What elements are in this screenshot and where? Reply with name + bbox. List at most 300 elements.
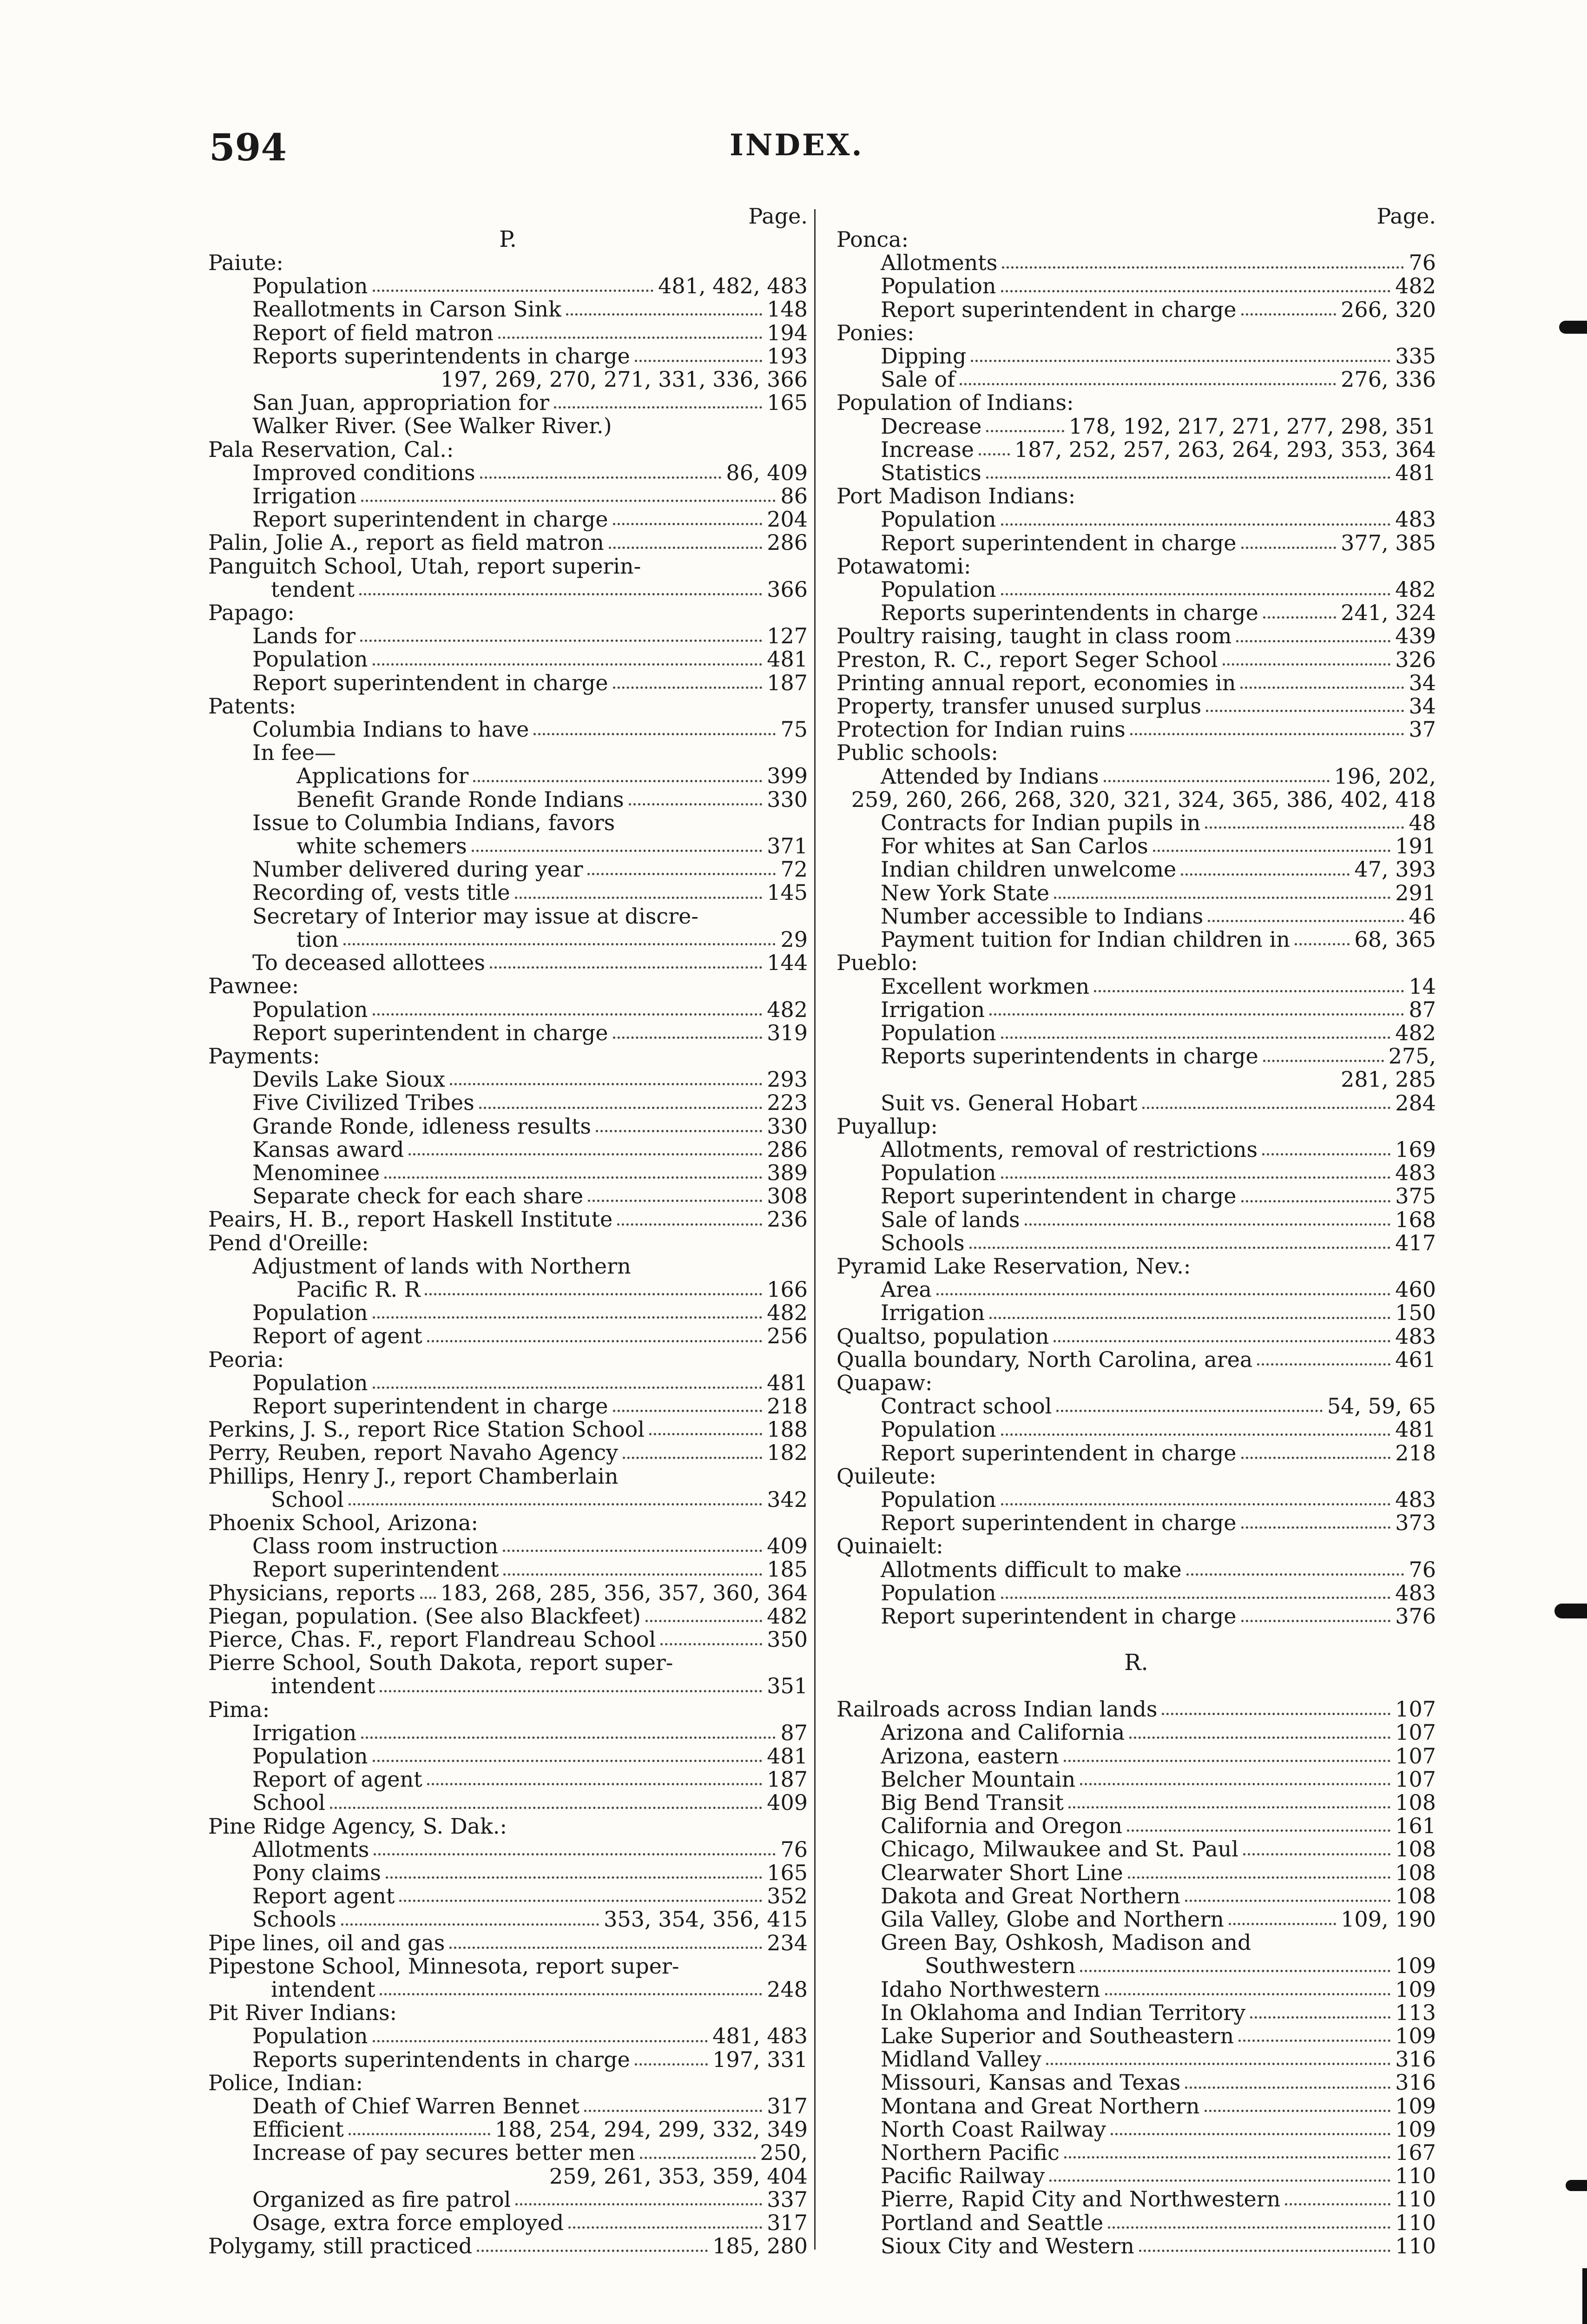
index-entry-text: Report superintendent in charge <box>881 1440 1237 1466</box>
index-entry-text: Physicians, reports <box>208 1580 415 1605</box>
index-entry <box>208 461 808 484</box>
dot-leader <box>971 360 1390 362</box>
page-reference: 373 <box>1395 1510 1436 1536</box>
index-entry <box>836 1278 1436 1301</box>
index-heading: Ponies: <box>836 320 915 345</box>
dot-leader <box>613 1037 763 1039</box>
page-reference: 483 <box>1395 1486 1436 1512</box>
dot-leader <box>1056 1410 1323 1412</box>
index-entry-text: Population <box>252 273 368 299</box>
index-entry-text: Portland and Seattle <box>881 2210 1104 2235</box>
index-entry-text: Contract school <box>881 1393 1052 1419</box>
page-reference: 483 <box>1395 1323 1436 1349</box>
page-reference: 483 <box>1395 1160 1436 1186</box>
index-heading: In fee— <box>252 740 336 766</box>
index-entry-text: Report superintendent in charge <box>252 1393 608 1419</box>
index-entry-text: Pipe lines, oil and gas <box>208 1930 445 1955</box>
index-entry-text: Kansas award <box>252 1136 404 1162</box>
page-reference: 76 <box>1409 250 1436 276</box>
dot-leader <box>1001 523 1391 526</box>
index-entry-text: Population <box>252 647 368 672</box>
page-reference: 377, 385 <box>1341 530 1436 555</box>
dot-leader <box>566 313 762 316</box>
index-entry <box>836 1021 1436 1044</box>
index-entry <box>208 1394 808 1418</box>
index-entry-text: Missouri, Kansas and Texas <box>881 2070 1181 2095</box>
index-entry-text: Osage, extra force employed <box>252 2210 564 2236</box>
index-entry <box>836 1814 1436 1837</box>
index-entry <box>208 1628 808 1651</box>
index-entry <box>836 601 1436 624</box>
page-reference: 167 <box>1395 2140 1436 2166</box>
index-entry <box>836 1837 1436 1861</box>
dot-leader <box>1206 710 1404 712</box>
index-entry <box>836 508 1436 531</box>
dot-leader <box>1208 920 1404 922</box>
index-heading: Quapaw: <box>836 1370 933 1395</box>
index-entry-text: Montana and Great Northern <box>881 2093 1200 2119</box>
page-reference: 54, 59, 65 <box>1327 1393 1436 1419</box>
dot-leader <box>1241 313 1337 316</box>
index-entry-text: intendent <box>271 1977 375 2002</box>
index-entry-text: Southwestern <box>925 1953 1076 1979</box>
index-entry-text: Idaho Northwestern <box>881 1976 1100 2002</box>
page-reference: 481 <box>1395 460 1436 486</box>
index-heading: Pala Reservation, Cal.: <box>208 436 454 462</box>
dot-leader <box>1250 2016 1390 2019</box>
page-reference: 75 <box>780 717 808 742</box>
dot-leader <box>1241 1200 1391 1202</box>
index-entry <box>836 928 1436 951</box>
section-letter-p: P. <box>499 226 517 252</box>
index-heading: Green Bay, Oshkosh, Madison and <box>881 1930 1251 1955</box>
index-entry <box>836 1488 1436 1511</box>
index-entry <box>208 1884 808 1908</box>
index-entry-text: Arizona, eastern <box>881 1743 1059 1769</box>
index-entry <box>836 1325 1436 1348</box>
dot-leader <box>361 500 776 502</box>
index-entry <box>208 647 808 671</box>
index-entry <box>208 2141 808 2164</box>
index-heading: Pend d'Oreille: <box>208 1230 369 1255</box>
index-heading: Pine Ridge Agency, S. Dak.: <box>208 1813 507 1839</box>
index-entry <box>208 578 808 601</box>
page-reference: 68, 365 <box>1354 927 1436 952</box>
page-reference: 178, 192, 217, 271, 277, 298, 351 <box>1068 413 1436 439</box>
index-entry <box>208 764 808 787</box>
index-entry-text: Report of agent <box>252 1767 422 1792</box>
index-heading: Public schools: <box>836 740 999 766</box>
dot-leader <box>1153 850 1390 852</box>
index-entry-text: Improved conditions <box>252 460 475 485</box>
index-entry-text: Chicago, Milwaukee and St. Paul <box>881 1836 1239 1862</box>
index-entry-text: Increase <box>881 436 975 462</box>
index-entries-right <box>836 228 1436 2258</box>
index-entry <box>836 1954 1436 1977</box>
index-entry <box>836 624 1436 647</box>
page-reference: 353, 354, 356, 415 <box>604 1907 808 1932</box>
index-entry-text: Area <box>881 1277 932 1302</box>
index-heading: Patents: <box>208 693 296 719</box>
dot-leader <box>989 1013 1404 1016</box>
page-reference: 185, 280 <box>712 2233 808 2259</box>
page-reference: 460 <box>1395 1277 1436 1302</box>
index-entry <box>208 2118 808 2141</box>
index-entry-text: Arizona and California <box>881 1720 1125 1745</box>
index-entry <box>836 1744 1436 1768</box>
page-reference: 389 <box>767 1160 808 1185</box>
page-reference: 197, 331 <box>712 2047 808 2072</box>
index-entry-text: Midland Valley <box>881 2047 1042 2072</box>
index-entry <box>836 1138 1436 1161</box>
dot-leader <box>1241 547 1337 549</box>
dot-leader <box>1046 2063 1390 2065</box>
scan-edge-mark <box>1566 2180 1587 2191</box>
index-heading: Adjustment of lands with Northern <box>252 1253 631 1279</box>
index-entry-text: Irrigation <box>881 997 985 1022</box>
index-entry-text: Report of agent <box>252 1323 422 1349</box>
index-entry <box>208 1838 808 1861</box>
scan-edge-mark <box>1582 2268 1587 2324</box>
page-reference: 187, 252, 257, 263, 264, 293, 353, 364 <box>1014 436 1436 462</box>
dot-leader <box>640 2157 756 2159</box>
index-entry-text: New York State <box>881 880 1050 905</box>
dot-leader <box>1002 266 1404 269</box>
index-entry-text: Irrigation <box>881 1300 985 1326</box>
index-entry <box>836 905 1436 928</box>
page-reference: 109 <box>1395 2023 1436 2049</box>
running-head: INDEX. <box>730 128 864 163</box>
dot-leader <box>936 1293 1390 1295</box>
index-entry-text: Report superintendent <box>252 1557 499 1582</box>
index-entry <box>208 274 808 297</box>
index-entry-text: Printing annual report, economies in <box>836 670 1236 695</box>
dot-leader <box>1068 1806 1390 1809</box>
index-entry <box>836 648 1436 671</box>
page-reference: 76 <box>780 1836 808 1862</box>
index-entry-text: Pony claims <box>252 1860 381 1886</box>
dot-leader <box>1128 1876 1390 1879</box>
page-column-label: Page. <box>1376 204 1436 229</box>
dot-leader <box>503 1573 762 1576</box>
dot-leader <box>425 1293 762 1295</box>
index-entry <box>836 718 1436 741</box>
index-entry-text: San Juan, appropriation for <box>252 390 549 416</box>
index-column-left <box>208 205 808 2258</box>
index-entry <box>208 508 808 531</box>
page-reference: 482 <box>767 1300 808 1326</box>
page-reference: 218 <box>1395 1440 1436 1466</box>
index-entry <box>836 531 1436 555</box>
page-reference: 483 <box>1395 1580 1436 1605</box>
index-entry <box>836 1418 1436 1441</box>
index-entry-text: Decrease <box>881 413 982 439</box>
index-entry-text: Benefit Grande Ronde Indians <box>296 786 624 812</box>
index-entry-text: Irrigation <box>252 483 357 509</box>
dot-leader <box>1108 2226 1390 2229</box>
dot-leader <box>1185 1900 1390 1902</box>
index-heading: Quileute: <box>836 1463 936 1489</box>
index-entry-text: Big Bend Transit <box>881 1790 1064 1815</box>
dot-leader <box>373 663 763 666</box>
dot-leader <box>420 1597 436 1599</box>
index-entry <box>208 788 808 811</box>
index-entry <box>208 1674 808 1697</box>
index-entry-text: Statistics <box>881 460 981 486</box>
index-entry <box>208 1721 808 1744</box>
index-entry <box>208 2234 808 2258</box>
index-entry <box>208 1978 808 2001</box>
index-heading: Panguitch School, Utah, report superin- <box>208 553 641 579</box>
index-entry-text: Property, transfer unused surplus <box>836 693 1202 719</box>
page-reference: 293 <box>767 1067 808 1092</box>
index-entry <box>208 1021 808 1044</box>
index-entry <box>208 1768 808 1791</box>
index-heading: Puyallup: <box>836 1113 938 1139</box>
index-entry-text: Schools <box>881 1230 965 1255</box>
page-reference: 169 <box>1395 1136 1436 1162</box>
dot-leader <box>1080 1970 1390 1972</box>
page-reference: 87 <box>780 1720 808 1745</box>
index-entry-text: Reports superintendents in charge <box>252 343 630 369</box>
index-heading: Pipestone School, Minnesota, report super- <box>208 1953 679 1979</box>
page-reference: 461 <box>1395 1347 1436 1372</box>
dot-leader <box>1001 593 1391 595</box>
page-reference: 375 <box>1395 1183 1436 1209</box>
index-entry <box>208 858 808 881</box>
index-entry-text: Report superintendent in charge <box>881 1603 1237 1629</box>
index-entry <box>836 858 1436 881</box>
dot-leader <box>515 2203 762 2205</box>
index-entry-continuation: 281, 285 <box>1341 1067 1436 1092</box>
dot-leader <box>587 873 776 875</box>
index-entry <box>836 1091 1436 1115</box>
dot-leader <box>533 733 776 735</box>
page-reference: 483 <box>1395 507 1436 532</box>
index-entry-text: intendent <box>271 1673 375 1699</box>
index-entry <box>208 1418 808 1441</box>
index-entry <box>208 344 808 368</box>
dot-leader <box>554 406 762 409</box>
dot-leader <box>1001 1597 1391 1599</box>
page-reference: 191 <box>1395 833 1436 859</box>
index-entry <box>836 834 1436 858</box>
index-entry <box>836 1697 1436 1721</box>
dot-leader <box>1094 990 1404 992</box>
index-entry-text: Population <box>881 577 996 602</box>
index-entry-text: For whites at San Carlos <box>881 833 1148 859</box>
index-entry <box>836 415 1436 438</box>
index-heading: Pit River Indians: <box>208 2000 397 2026</box>
index-entry <box>836 2024 1436 2047</box>
index-entry <box>208 1091 808 1114</box>
page-reference: 481, 482, 483 <box>658 273 808 299</box>
dot-leader <box>399 1900 762 1902</box>
dot-leader <box>649 1433 762 1435</box>
index-heading: Pima: <box>208 1697 270 1722</box>
index-entry-continuation: 259, 261, 353, 359, 404 <box>549 2163 808 2189</box>
index-entry-text: Report superintendent in charge <box>252 1020 608 1045</box>
index-entry <box>208 671 808 694</box>
index-entry <box>208 321 808 344</box>
index-heading: Potawatomi: <box>836 553 971 579</box>
index-entry-text: Schools <box>252 1907 336 1932</box>
dot-leader <box>609 547 762 549</box>
index-entry-text: Perry, Reuben, report Navaho Agency <box>208 1440 618 1466</box>
dot-leader <box>373 290 654 292</box>
index-entry-text: Population <box>252 997 368 1022</box>
page-reference: 34 <box>1409 670 1436 695</box>
index-heading: Phillips, Henry J., report Chamberlain <box>208 1463 619 1489</box>
dot-leader <box>1111 2133 1390 2135</box>
index-entry <box>836 461 1436 484</box>
dot-leader <box>1185 2086 1390 2089</box>
index-entry <box>836 975 1436 998</box>
dot-leader <box>1240 687 1404 689</box>
dot-leader <box>480 476 722 479</box>
index-entry-text: Suit vs. General Hobart <box>881 1090 1138 1116</box>
page-reference: 376 <box>1395 1603 1436 1629</box>
index-heading: Secretary of Interior may issue at discre- <box>252 903 698 929</box>
page-reference: 108 <box>1395 1790 1436 1815</box>
index-entry <box>836 2164 1436 2187</box>
page-reference: 482 <box>1395 273 1436 299</box>
index-entry <box>836 1044 1436 1068</box>
page-reference: 482 <box>1395 577 1436 602</box>
index-heading: Paiute: <box>208 250 283 275</box>
page-reference: 317 <box>767 2210 808 2236</box>
dot-leader <box>1139 2250 1390 2252</box>
dot-leader <box>1205 826 1404 829</box>
index-entry <box>836 998 1436 1021</box>
dot-leader <box>380 1993 762 1995</box>
index-entry-text: Gila Valley, Globe and Northern <box>881 1907 1224 1932</box>
dot-leader <box>1142 1107 1391 1109</box>
index-entry <box>208 2188 808 2211</box>
dot-leader <box>1130 733 1404 735</box>
page-reference: 319 <box>767 1020 808 1045</box>
index-entry-text: California and Oregon <box>881 1813 1122 1839</box>
index-entry-text: Population <box>881 273 996 299</box>
page-reference: 193 <box>767 343 808 369</box>
index-entry <box>836 2211 1436 2234</box>
page-reference: 165 <box>767 390 808 416</box>
index-entry-text: Population <box>252 1743 368 1769</box>
index-entry-text: tendent <box>271 576 355 602</box>
dot-leader <box>490 966 762 969</box>
dot-leader <box>1025 1223 1391 1226</box>
index-entry-text: Indian children unwelcome <box>881 857 1177 882</box>
index-entry <box>836 1721 1436 1744</box>
index-heading: Population of Indians: <box>836 390 1074 416</box>
index-entry-text: Population <box>881 1160 996 1186</box>
dot-leader <box>1241 1526 1391 1529</box>
index-entry-continuation: 197, 269, 270, 271, 331, 336, 366 <box>440 367 808 392</box>
index-heading: Pueblo: <box>836 950 918 976</box>
dot-leader <box>1064 2156 1390 2159</box>
page-reference: 399 <box>767 763 808 789</box>
page-reference: 275, <box>1388 1043 1436 1069</box>
index-entry <box>208 1534 808 1558</box>
page-reference: 166 <box>767 1276 808 1302</box>
dot-leader <box>1105 1993 1391 1995</box>
index-heading: Ponca: <box>836 227 909 252</box>
page-reference: 316 <box>1395 2070 1436 2095</box>
index-entry <box>208 1068 808 1091</box>
page-reference: 107 <box>1395 1743 1436 1769</box>
index-entry-text: Clearwater Short Line <box>881 1860 1123 1885</box>
index-entry-text: Poultry raising, taught in class room <box>836 623 1232 649</box>
dot-leader <box>1236 640 1390 642</box>
index-entry <box>208 2024 808 2047</box>
index-entry-text: Population <box>881 1020 996 1045</box>
index-entry <box>208 624 808 647</box>
dot-leader <box>1001 1503 1391 1505</box>
dot-leader <box>449 1947 762 1949</box>
page-reference: 76 <box>1409 1557 1436 1582</box>
dot-leader <box>1285 2203 1390 2205</box>
index-entry-text: School <box>271 1486 344 1512</box>
dot-leader <box>588 1200 762 1202</box>
index-entry <box>208 1861 808 1884</box>
page-number: 594 <box>209 125 287 169</box>
index-entry-text: Lands for <box>252 623 356 649</box>
page-reference: 110 <box>1395 2210 1436 2235</box>
dot-leader <box>1262 1153 1390 1155</box>
index-entry-text: Report superintendent in charge <box>881 1510 1237 1536</box>
dot-leader <box>1229 1923 1336 1925</box>
index-entry-text: Protection for Indian ruins <box>836 717 1126 742</box>
page-reference: 218 <box>767 1393 808 1419</box>
page-reference: 150 <box>1395 1300 1436 1326</box>
index-entry-text: Attended by Indians <box>881 763 1099 789</box>
dot-leader <box>408 1153 762 1155</box>
page-reference: 144 <box>767 950 808 976</box>
index-entry <box>208 1161 808 1184</box>
dot-leader <box>960 383 1336 385</box>
page-reference: 168 <box>1395 1207 1436 1232</box>
index-entry-text: Reallotments in Carson Sink <box>252 297 561 322</box>
index-entry <box>836 438 1436 461</box>
index-entry-text: Northern Pacific <box>881 2140 1060 2166</box>
index-entry <box>836 1441 1436 1465</box>
dot-leader <box>349 2133 490 2135</box>
dot-leader <box>373 1760 763 1762</box>
index-entry-text: School <box>252 1790 326 1816</box>
dot-leader <box>1295 943 1350 945</box>
dot-leader <box>1241 1457 1391 1459</box>
index-entry-text: white schemers <box>296 833 467 859</box>
page-reference: 34 <box>1409 693 1436 719</box>
index-entry <box>836 1161 1436 1184</box>
index-entry-text: Peairs, H. B., report Haskell Institute <box>208 1207 613 1232</box>
page-reference: 439 <box>1395 623 1436 649</box>
dot-leader <box>1243 1853 1390 1855</box>
page-reference: 109, 190 <box>1341 1907 1436 1932</box>
page-reference: 187 <box>767 670 808 695</box>
dot-leader <box>349 1503 762 1505</box>
index-heading: Walker River. (See Walker River.) <box>252 413 612 439</box>
index-heading: Port Madison Indians: <box>836 483 1076 509</box>
dot-leader <box>1241 1620 1391 1622</box>
index-entry <box>208 1581 808 1604</box>
dot-leader <box>386 1876 762 1879</box>
dot-leader <box>341 1923 599 1926</box>
dot-leader <box>384 1176 762 1179</box>
page-reference: 48 <box>1409 810 1436 836</box>
dot-leader <box>1127 1829 1390 1832</box>
dot-leader <box>969 1247 1391 1249</box>
